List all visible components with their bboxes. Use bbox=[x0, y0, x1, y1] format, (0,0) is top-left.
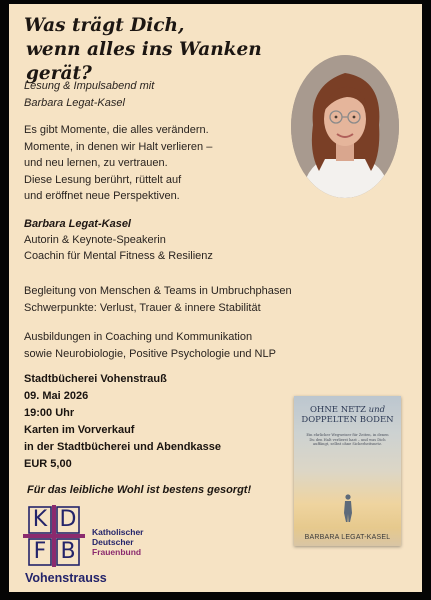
event-tickets-line-2: in der Stadtbücherei und Abendkasse bbox=[24, 441, 222, 453]
logo-letter-f: F bbox=[33, 539, 47, 564]
poster-title bbox=[24, 14, 324, 86]
title-line-1: Was trägt Dich, bbox=[24, 15, 185, 36]
event-venue: Stadtbücherei Vohenstrauß bbox=[24, 373, 167, 385]
intro-line: Diese Lesung berührt, rüttelt auf bbox=[24, 173, 182, 186]
book-cover bbox=[294, 396, 401, 546]
author-portrait bbox=[291, 55, 399, 198]
intro-line: und eröffnet neue Perspektiven. bbox=[24, 190, 180, 202]
org-name-line-2: Deutscher bbox=[92, 537, 134, 547]
focus-line: Begleitung von Menschen & Teams in Umbruchphasen bbox=[24, 285, 292, 297]
title-line-2: wenn alles ins Wanken gerät? bbox=[26, 39, 262, 84]
event-poster bbox=[9, 4, 422, 592]
training-line: Ausbildungen in Coaching und Kommunikation bbox=[24, 331, 253, 343]
event-price: EUR 5,00 bbox=[24, 458, 72, 470]
event-tickets-line-1: Karten im Vorverkauf bbox=[24, 424, 135, 436]
logo-letter-k: K bbox=[32, 507, 48, 532]
training-line: sowie Neurobiologie, Positive Psychologie und NLP bbox=[24, 347, 276, 360]
book-title-line-1 bbox=[294, 405, 401, 415]
walking-figure-icon bbox=[341, 493, 355, 523]
intro-line: und neu lernen, zu vertrauen. bbox=[24, 157, 168, 169]
intro-line: Momente, in denen wir Halt verlieren – bbox=[24, 140, 213, 153]
focus-line: Schwerpunkte: Verlust, Trauer & innere Stabilität bbox=[24, 301, 261, 314]
book-title bbox=[294, 405, 401, 425]
subtitle-line-2: Barbara Legat-Kasel bbox=[24, 97, 125, 109]
catering-note: Für das leibliche Wohl ist bestens gesorgt! bbox=[27, 484, 252, 496]
org-name-line-1: Katholischer bbox=[92, 527, 144, 537]
book-title-line-2: DOPPELTEN BODEN bbox=[301, 415, 394, 425]
logo-letter-d: D bbox=[59, 507, 77, 532]
intro-text bbox=[24, 122, 212, 205]
author-role: Coachin für Mental Fitness & Resilienz bbox=[24, 250, 213, 262]
author-role: Autorin & Keynote-Speakerin bbox=[24, 234, 166, 246]
logo-place: Vohenstrauss bbox=[25, 571, 107, 585]
event-details bbox=[24, 371, 221, 473]
book-author: BARBARA LEGAT-KASEL bbox=[304, 534, 391, 541]
portrait-illustration bbox=[291, 55, 399, 198]
intro-line: Es gibt Momente, die alles verändern. bbox=[24, 124, 209, 136]
event-time: 19:00 Uhr bbox=[24, 407, 75, 419]
author-bio bbox=[24, 216, 213, 264]
subtitle-line-1: Lesung & Impulsabend mit bbox=[24, 80, 155, 92]
logo-org-name bbox=[92, 527, 144, 557]
event-subtitle bbox=[24, 78, 154, 112]
book-title-emphasis: und bbox=[368, 405, 386, 415]
logo-letter-b: B bbox=[60, 539, 76, 564]
book-blurb: Ein ehrlicher Wegweiser für Zeiten, in denen Du den Halt verlierst hast – und was Dich auffängt, selbst ohne Sicherheitsnetz. bbox=[306, 433, 389, 447]
event-date: 09. Mai 2026 bbox=[24, 390, 89, 402]
focus-areas bbox=[24, 283, 292, 316]
author-name: Barbara Legat-Kasel bbox=[24, 218, 131, 230]
training-info bbox=[24, 329, 276, 362]
kdfb-logo bbox=[21, 505, 191, 585]
book-title-text: OHNE NETZ bbox=[309, 405, 369, 415]
org-name-line-3: Frauenbund bbox=[92, 547, 142, 557]
